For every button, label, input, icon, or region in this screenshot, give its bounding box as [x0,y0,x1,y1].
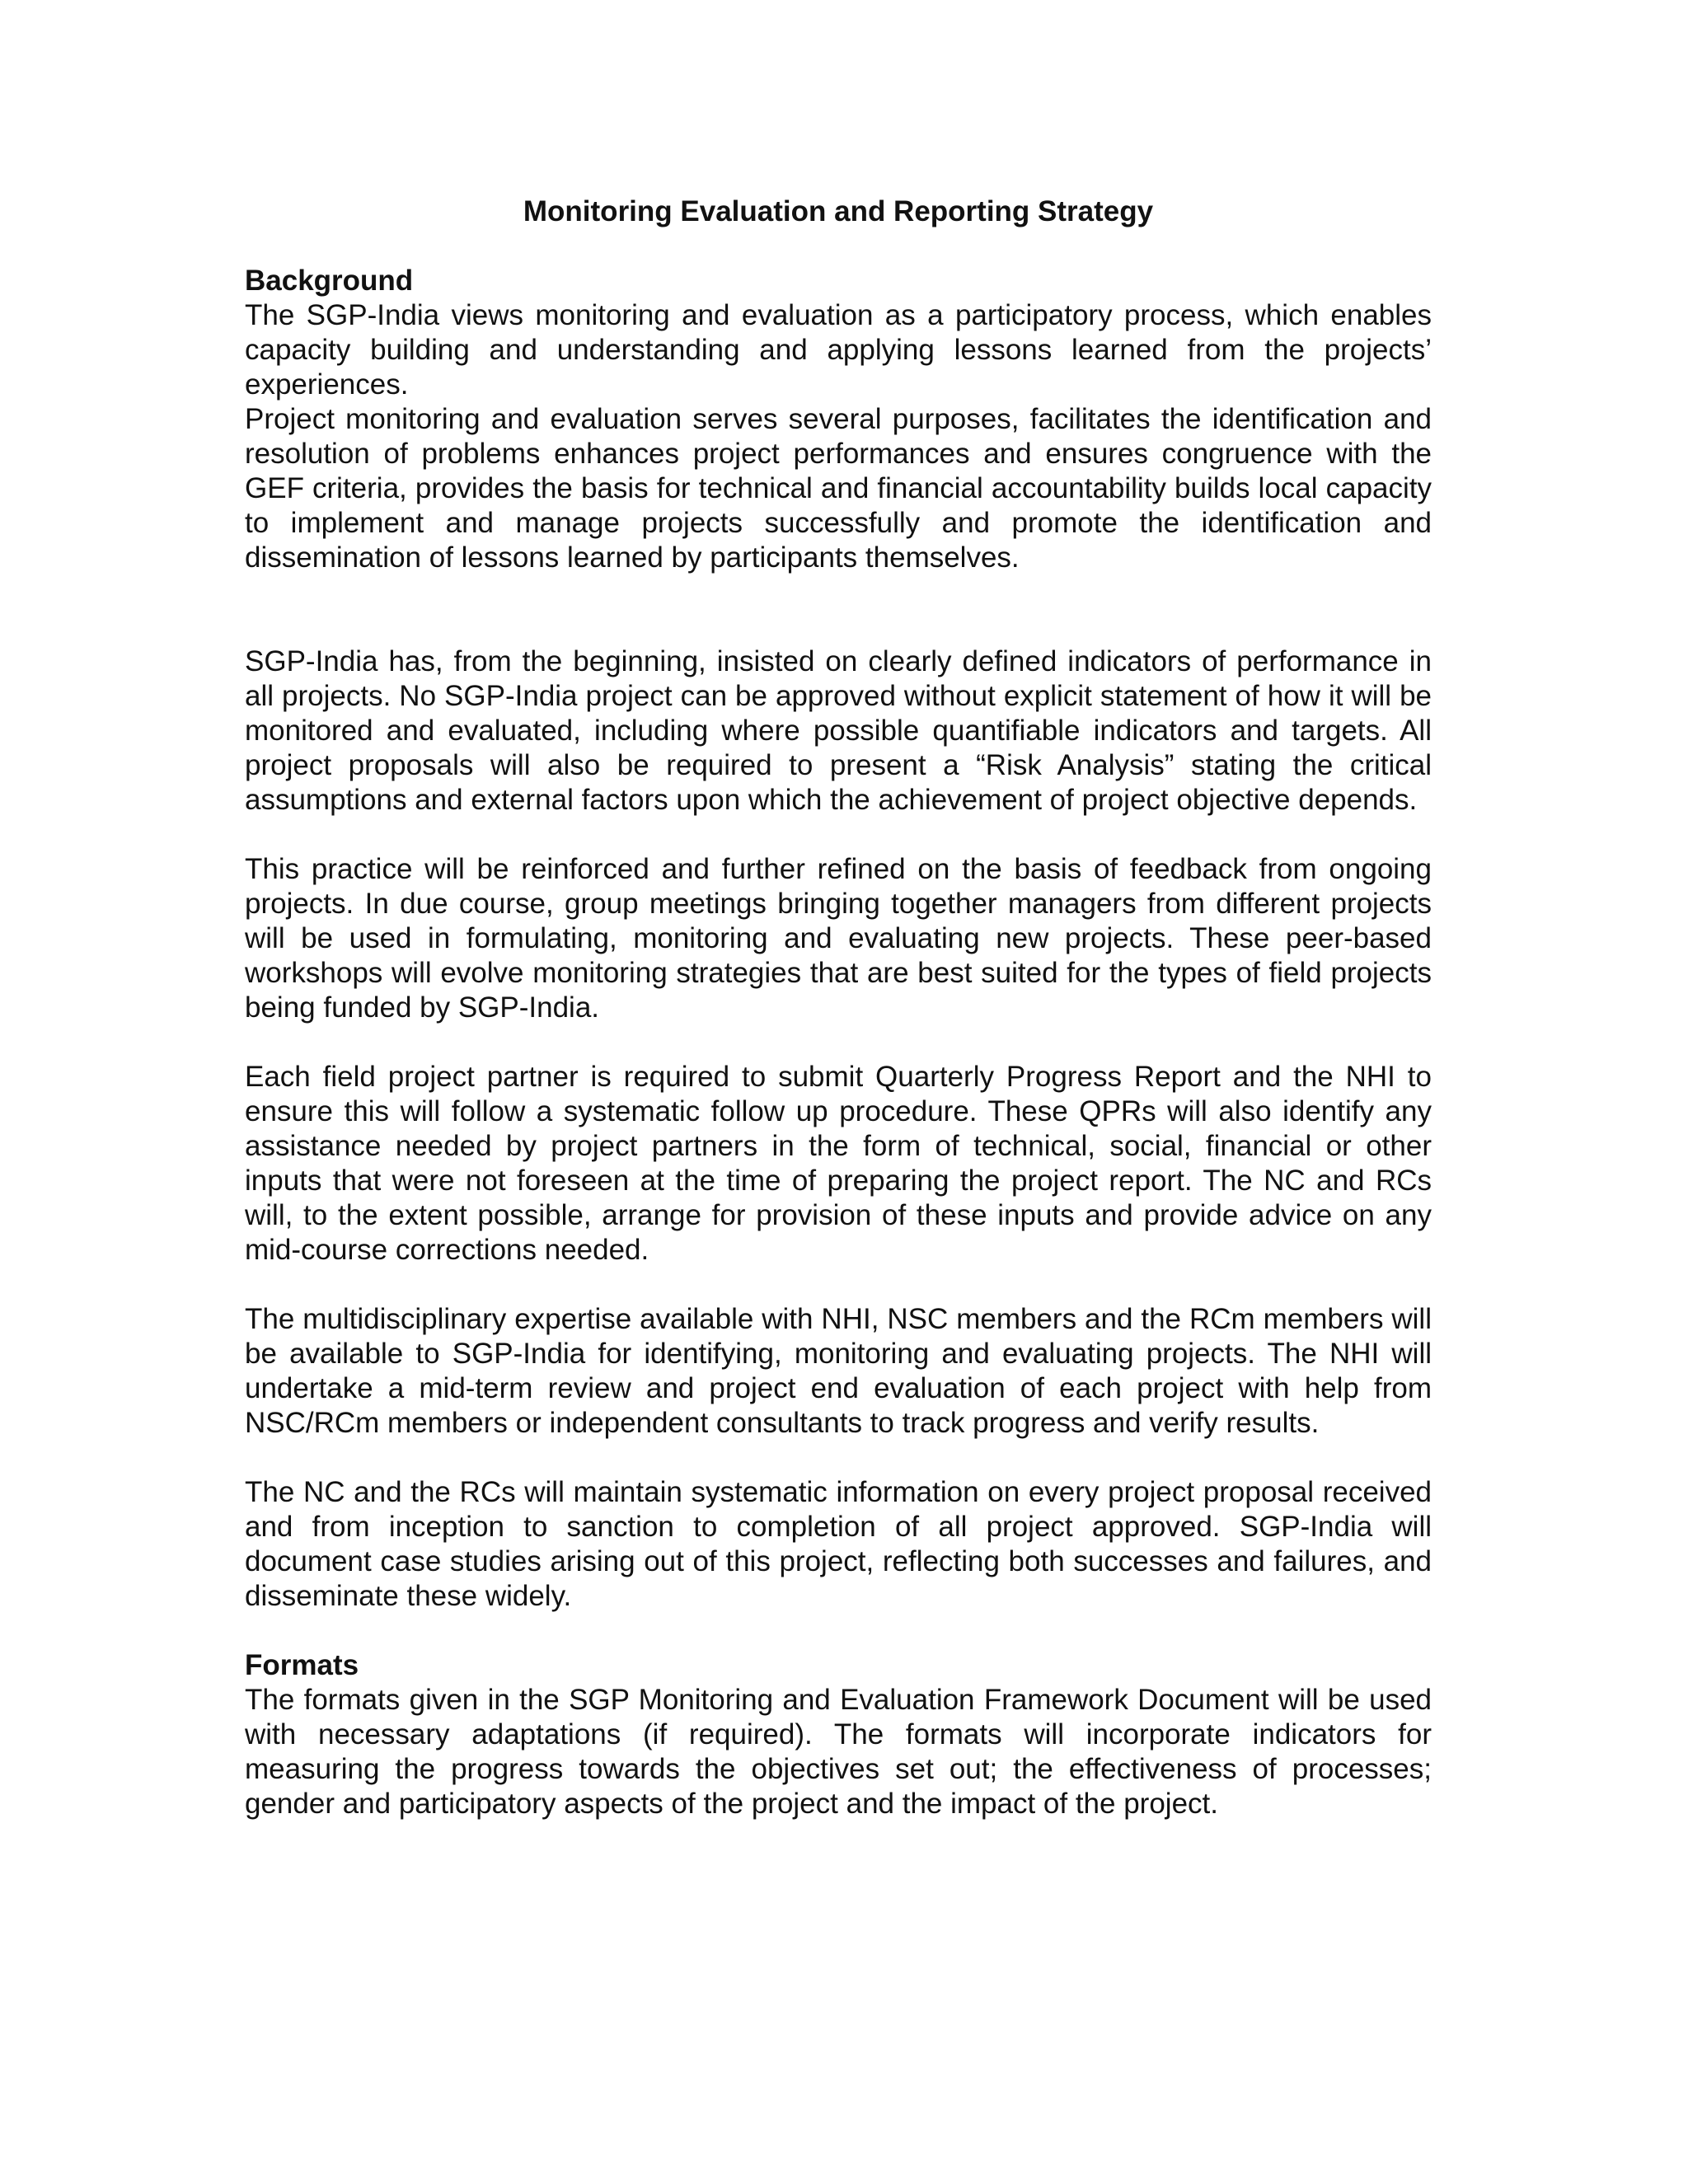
paragraph: The multidisciplinary expertise available with NHI, NSC members and the RCm members will be available to SGP-India for identifying, monitoring and evaluating projects. The NHI will undertake a mid-term review and project end evaluation of each project with help from NSC/RCm members or independent consultants to track progress and verify results. [245,1303,1432,1439]
paragraph: The formats given in the SGP Monitoring and Evaluation Framework Document will be used with necessary adaptations (if required). The formats will incorporate indicators for measuring the progress towards the objectives set out; the effectiveness of processes; gender and participatory aspects of the project and the impact of the project. [245,1684,1432,1820]
paragraph: SGP-India has, from the beginning, insisted on clearly defined indicators of performance in all projects. No SGP-India project can be approved without explicit statement of how it will be monitored and evaluated, including where possible quantifiable indicators and targets. All project proposals will also be required to present a “Risk Analysis” stating the critical assumptions and external factors upon which the achievement of project objective depends. [245,645,1432,816]
paragraph-spacer [245,1025,1432,1060]
document-body [245,194,1432,1821]
paragraph-spacer [245,1268,1432,1302]
section-heading-background: Background [245,265,414,297]
section-heading-formats: Formats [245,1649,359,1681]
paragraph: Each field project partner is required to submit Quarterly Progress Report and the NHI to ensure this will follow a systematic follow up procedure. These QPRs will also identify any assistance needed by project partners in the form of technical, social, financial or other inputs that were not foreseen at the time of preparing the project report. The NC and RCs will, to the extent possible, arrange for provision of these inputs and provide advice on any mid-course corrections needed. [245,1061,1432,1266]
paragraph-spacer [245,575,1432,644]
paragraph-spacer [245,1441,1432,1475]
paragraph-spacer [245,1614,1432,1648]
paragraph-spacer [245,818,1432,852]
paragraph: The SGP-India views monitoring and evaluation as a participatory process, which enables capacity building and understanding and applying lessons learned from the projects’ experiences. [245,299,1432,401]
paragraph: The NC and the RCs will maintain systematic information on every project proposal received and from inception to sanction to completion of all project approved. SGP-India will document case studies arising out of this project, reflecting both successes and failures, and disseminate these widely. [245,1476,1432,1612]
paragraph: Project monitoring and evaluation serves several purposes, facilitates the identification and resolution of problems enhances project performances and ensures congruence with the GEF criteria, provides the basis for technical and financial accountability builds local capacity to implement and manage projects successfully and promote the identification and dissemination of lessons learned by participants themselves. [245,403,1432,574]
paragraph: This practice will be reinforced and further refined on the basis of feedback from ongoing projects. In due course, group meetings bringing together managers from different projects will be used in formulating, monitoring and evaluating new projects. These peer-based workshops will evolve monitoring strategies that are best suited for the types of field projects being funded by SGP-India. [245,853,1432,1024]
document-title: Monitoring Evaluation and Reporting Strategy [523,195,1154,227]
